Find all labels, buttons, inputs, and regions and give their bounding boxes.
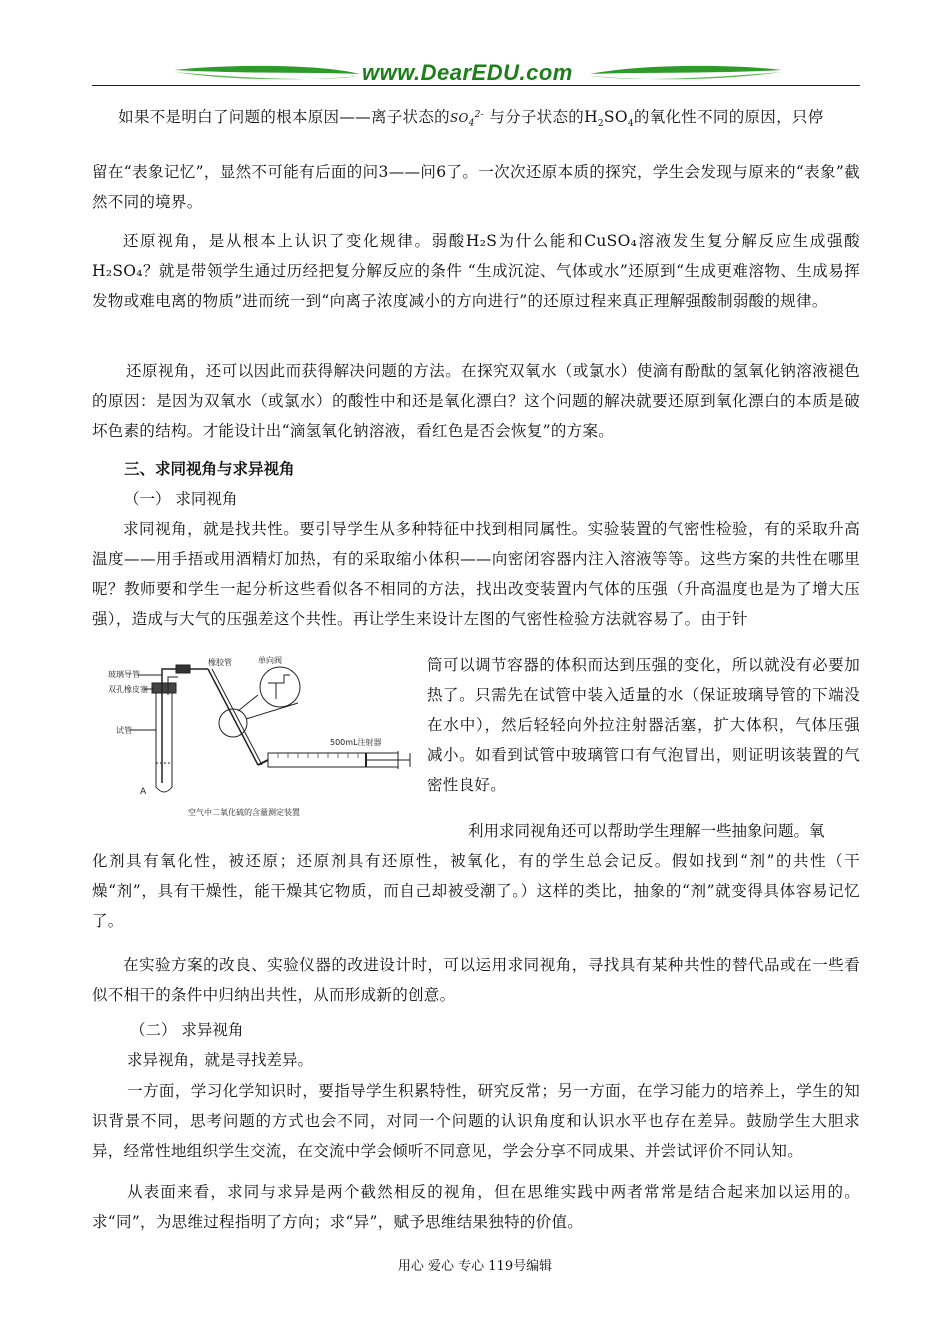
- label-glass-tube: 玻璃导管: [108, 670, 140, 679]
- paragraph-9: 从表面来看，求同与求异是两个截然相反的视角，但在思维实践中两者常常是结合起来加以运用的。求“同”，为思维过程指明了方向；求“异”，赋予思维结果独特的价值。: [92, 1183, 860, 1231]
- paragraph-1-continued: 留在“表象记忆”，显然不可能有后面的问3——问6了。一次次还原本质的探究，学生会发现与原来的“表象”截然不同的境界。: [92, 163, 860, 211]
- paragraph-2: 还原视角，是从根本上认识了变化规律。弱酸H₂S为什么能和CuSO₄溶液发生复分解反应生成强酸H₂SO₄？就是带领学生通过历经把复分解反应的条件 “生成沉淀、气体或水”还原到“生成更难溶物、生成易挥发物或难电离的物质”进而统一到“向离子浓度减小的方向进行”的还原过程来真正理解强酸制弱酸的规律。: [92, 232, 860, 310]
- paragraph-5-first-line: 利用求同视角还可以帮助学生理解一些抽象问题。氧: [468, 822, 825, 840]
- apparatus-diagram: [108, 655, 413, 820]
- header-rule: [92, 85, 860, 86]
- valve-circle: [219, 709, 247, 737]
- paragraph-8: 一方面，学习化学知识时，要指导学生积累特性，研究反常；另一方面，在学习能力的培养上，学生的知识背景不同，思考问题的方式也会不同，对同一个问题的认识角度和认识水平也存在差异。鼓励学生大胆求异，经常性地组织学生交流，在交流中学会倾听不同意见，学会分享不同成果、并尝试评价不同认知。: [92, 1082, 860, 1160]
- sulfate-ion-formula: $SO_4^{2-}$: [449, 110, 485, 129]
- paragraph-3: 还原视角，还可以因此而获得解决问题的方法。在探究双氧水（或氯水）使滴有酚酞的氢氧化钠溶液褪色的原因：是因为双氧水（或氯水）的酸性中和还是氧化漂白？这个问题的解决就要还原到氧化漂白的本质是破坏色素的结构。才能设计出“滴氢氧化钠溶液，看红色是否会恢复”的方案。: [92, 362, 860, 440]
- stopper-shape: [152, 683, 176, 693]
- figure-caption: 空气中二氧化硫的含量测定装置: [188, 808, 300, 817]
- paragraph-6: 在实验方案的改良、实验仪器的改进设计时，可以运用求同视角，寻找具有某种共性的替代品或在一些看似不相干的条件中归纳出共性，从而形成新的创意。: [92, 956, 860, 1004]
- subsection-1-title: （一） 求同视角: [124, 490, 238, 508]
- label-A: A: [140, 787, 147, 797]
- test-tube-shape: [156, 685, 172, 792]
- page-footer: 用心 爱心 专心 119号编辑: [397, 1259, 553, 1274]
- label-rubber-tube: 橡胶管: [208, 658, 232, 667]
- logo-text: www.DearEDU.com: [362, 60, 573, 85]
- p1-text-c: 的氧化性不同的原因，只停: [633, 108, 824, 126]
- p1-text-a: 如果不是明白了问题的根本原因——离子状态的: [118, 108, 450, 126]
- section-3-title: 三、求同视角与求异视角: [124, 459, 295, 478]
- p1-text-b: 与分子状态的H: [489, 108, 598, 126]
- label-syringe: 500mL注射器: [330, 738, 382, 747]
- paragraph-4-wrap: 筒可以调节容器的体积而达到压强的变化，所以就没有必要加热了。只需先在试管中装入适量的水（保证玻璃导管的下端没在水中），然后轻轻向外拉注射器活塞，扩大体积，气体压强减小。如看到试管中玻璃管口有气泡冒出，则证明该装置的气密性良好。: [427, 656, 860, 794]
- valve-magnified-circle: [260, 667, 300, 707]
- label-stopper: 双孔橡皮塞: [108, 685, 148, 694]
- rubber-tube-shape: [176, 665, 190, 673]
- subsection-2-title: （二） 求异视角: [130, 1021, 244, 1039]
- paragraph-5: 化剂具有氧化性，被还原；还原剂具有还原性，被氧化，有的学生总会记反。假如找到“剂”的共性（干燥“剂”，具有干燥性，能干燥其它物质，而自己却被受潮了。）这样的类比，抽象的“剂”就变得具体容易记忆了。: [92, 852, 860, 930]
- label-valve: 单向阀: [258, 656, 282, 665]
- paragraph-7: 求异视角，就是寻找差异。: [127, 1051, 314, 1069]
- label-test-tube: 试管: [116, 726, 132, 735]
- paragraph-1: 如果不是明白了问题的根本原因——离子状态的$SO_4^{2-}$ 与分子状态的$H_2SO_4$的氧化性不同的原因，只停: [118, 108, 824, 130]
- paragraph-4: 求同视角，就是找共性。要引导学生从多种特征中找到相同属性。实验装置的气密性检验，有的采取升高温度——用手捂或用酒精灯加热，有的采取缩小体积——向密闭容器内注入溶液等等。这些方案的共性在哪里呢？教师要和学生一起分析这些看似各不相同的方法，找出改变装置内气体的压强（升高温度也是为了增大压强），造成与大气的压强差这个共性。再让学生来设计左图的气密性检验方法就容易了。由于针: [92, 520, 860, 628]
